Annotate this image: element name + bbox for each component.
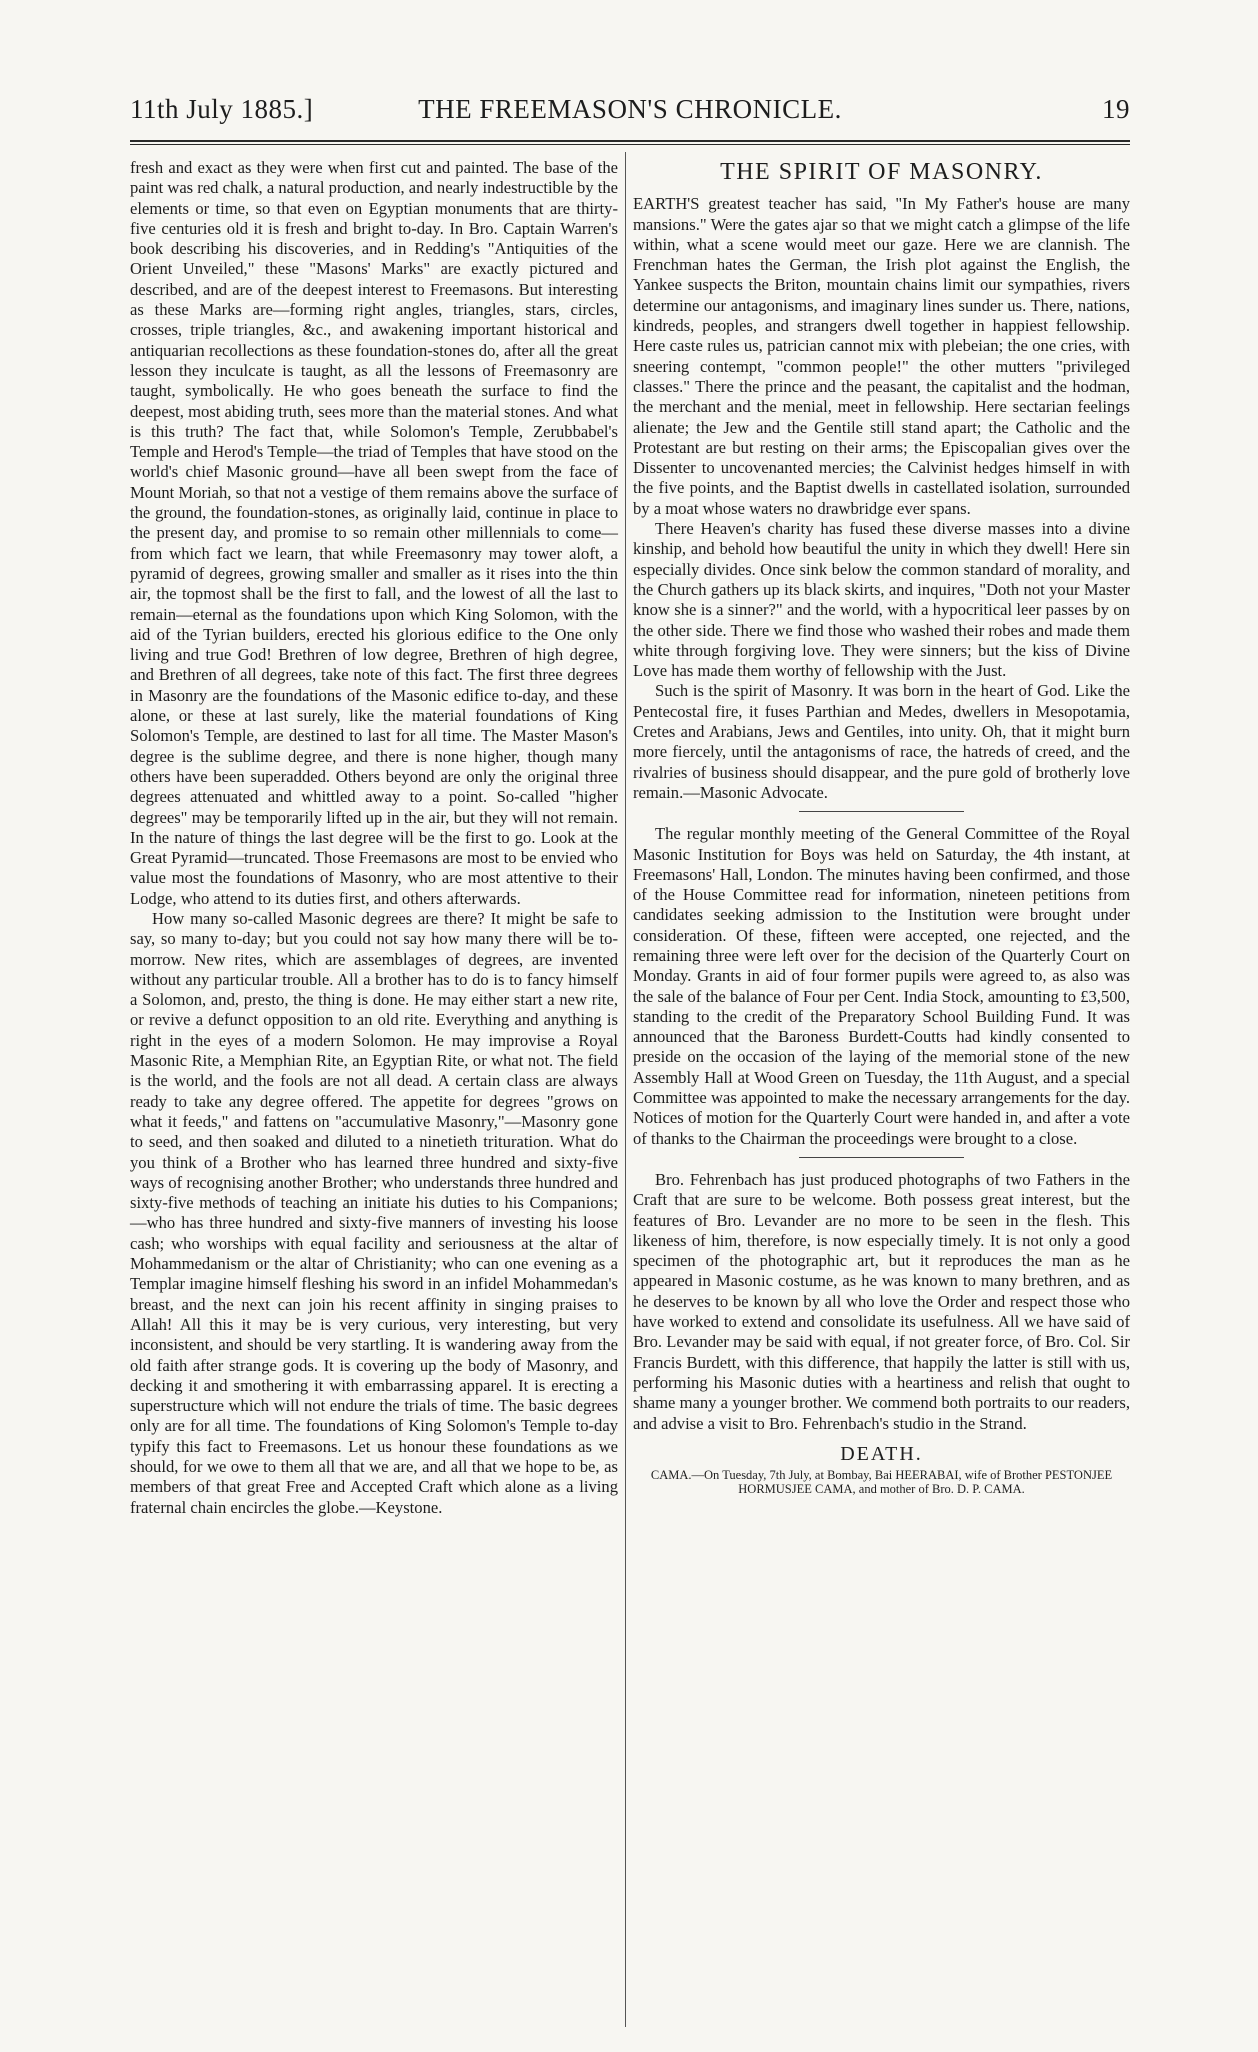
photographs-notice: Bro. Fehrenbach has just produced photographs of two Fathers in the Craft that are sure to be welcome. Both possess great interest, but the features of Bro. Levander are no more to be seen in the flesh. This likeness of him, therefore, is now especially timely. It is not only a good specimen of the photographic art, but it reproduces the man as he appeared in Masonic costume, as he was known to many brethren, and as he deserves to be known by all who love the Order and respect those who have worked to extend and consolidate its usefulness. All we have said of Bro. Levander may be said with equal, if not greater force, of Bro. Col. Sir Francis Burdett, with this difference, that happily the latter is still with us, performing his Masonic duties with a heartiness and relish that ought to shame many a younger brother. We commend both portraits to our readers, and advise a visit to Bro. Fehrenbach's studio in the Strand. [633, 1169, 1130, 1433]
right-column [633, 158, 1130, 1496]
left-column [130, 158, 618, 1518]
article-paragraph: EARTH'S greatest teacher has said, "In My Father's house are many mansions." Were the gates ajar so that we might catch a glimpse of the life within, what a scene would meet our gaze. Here we are clannish. The Frenchman hates the German, the Irish plot against the English, the Yankee suspects the Briton, mountain chains limit our sympathies, rivers determine our antagonisms, and imaginary lines sunder us. There, nations, kindreds, peoples, and strangers dwell together in happiest fellowship. Here caste rules us, patrician cannot mix with plebeian; the one cries, with sneering contempt, "common people!" the other mutters "privileged classes." There the prince and the peasant, the capitalist and the hodman, the merchant and the menial, meet in fellowship. Here sectarian feelings alienate; the Jew and the Gentile still stand apart; the Catholic and the Protestant are but resting on their arms; the Episcopalian gives over the Dissenter to uncovenanted mercies; the Calvinist hedges himself in with the five points, and the Baptist dwells in castellated isolation, surrounded by a moat whose waters no drawbridge ever spans. [633, 194, 1130, 518]
committee-report: The regular monthly meeting of the General Committee of the Royal Masonic Institution for Boys was held on Saturday, the 4th instant, at Freemasons' Hall, London. The minutes having been confirmed, and those of the House Committee read for information, nineteen petitions from candidates seeking admission to the Institution were brought under consideration. Of these, fifteen were accepted, one rejected, and the remaining three were left over for the decision of the Quarterly Court on Monday. Grants in aid of four former pupils were agreed to, as also was the sale of the balance of Four per Cent. India Stock, amounting to £3,500, standing to the credit of the Preparatory School Building Fund. It was announced that the Baroness Burdett-Coutts had kindly consented to preside on the occasion of the laying of the memorial stone of the new Assembly Hall at Wood Green on Tuesday, the 11th August, and a special Committee was appointed to make the necessary arrangements for the day. Notices of motion for the Quarterly Court were handed in, and after a vote of thanks to the Chairman the proceedings were brought to a close. [633, 824, 1130, 1148]
column-divider [625, 152, 626, 2027]
section-divider [799, 1157, 964, 1158]
masthead [130, 94, 1130, 130]
article-paragraph: How many so-called Masonic degrees are there? It might be safe to say, so many to-day; but you could not say how many there will be to-morrow. New rites, which are assemblages of degrees, are invented without any particular trouble. All a brother has to do is to fancy himself a Solomon, and, presto, the thing is done. He may either start a new rite, or revive a defunct opposition to an old rite. Everything and anything is right in the eyes of a modern Solomon. He may improvise a Royal Masonic Rite, a Memphian Rite, an Egyptian Rite, or what not. The field is the world, and the fools are not all dead. A certain class are always ready to take any degree offered. The appetite for degrees "grows on what it feeds," and fattens on "accumulative Masonry,"—Masonry gone to seed, and then soaked and diluted to a ninetieth trituration. What do you think of a Brother who has learned three hundred and sixty-five ways of recognising another Brother; who understands three hundred and sixty-five methods of teaching an initiate his duties to his Companions;—who has three hundred and sixty-five manners of investing his loose cash; who worships with equal facility and seriousness at the altar of Mohammedanism or the altar of Christianity; who can one evening as a Templar imagine himself fleshing his sword in an infidel Mohammedan's breast, and the next can join his recent affinity in singing praises to Allah! All this it may be is very curious, very interesting, but very inconsistent, and should be very startling. It is wandering away from the old faith after strange gods. It is covering up the body of Masonry, and decking it and smothering it with embarrassing apparel. It is erecting a superstructure which will not endure the trials of time. The basic degrees only are for all time. The foundations of King Solomon's Temple to-day typify this fact to Freemasons. Let us honour these foundations as we should, for we owe to them all that we are, and all that we hope to be, as members of that great Free and Accepted Craft which alone as a living fraternal chain encircles the globe.—Keystone. [130, 908, 618, 1517]
death-heading: DEATH. [840, 1442, 923, 1465]
publication-title: THE FREEMASON'S CHRONICLE. [418, 94, 842, 124]
masthead-rule [130, 140, 1130, 142]
article-paragraph: fresh and exact as they were when first cut and painted. The base of the paint was red chalk, a natural production, and nearly indestructible by the elements or time, so that even on Egyptian monuments that are thirty-five centuries old it is fresh and bright to-day. In Bro. Captain Warren's book describing his discoveries, and in Redding's "Antiquities of the Orient Unveiled," these "Masons' Marks" are exactly pictured and described, and are of the deepest interest to Freemasons. But interesting as these Marks are—forming right angles, triangles, stars, circles, crosses, triple triangles, &c., and awakening important historical and antiquarian recollections as these foundation-stones do, after all the great lesson they inculcate is taught, as all the lessons of Freemasonry are taught, symbolically. He who goes beneath the surface to find the deepest, most abiding truth, sees more than the material stones. And what is this truth? The fact that, while Solomon's Temple, Zerubbabel's Temple and Herod's Temple—the triad of Temples that have stood on the world's chief Masonic ground—have all been swept from the face of Mount Moriah, so that not a vestige of them remains above the surface of the ground, the foundation-stones, as originally laid, continue in place to the present day, and promise to so remain other millennials to come—from which fact we learn, that while Freemasonry may tower aloft, a pyramid of degrees, growing smaller and smaller as it rises into the thin air, the topmost shall be the first to fall, and the lowest of all the last to remain—eternal as the foundations upon which King Solomon, with the aid of the Tyrian builders, erected his glorious edifice to the One only living and true God! Brethren of low degree, Brethren of high degree, and Brethren of all degrees, take note of this fact. The first three degrees in Masonry are the foundations of the Masonic edifice to-day, and these alone, or these at last surely, like the material foundations of King Solomon's Temple, are destined to last for all time. The Master Mason's degree is the sublime degree, and there is none higher, though many others have been superadded. Others beyond are only the original three degrees attenuated and whittled away to a point. So-called "higher degrees" may be temporarily lifted up in the air, but they will not remain. In the nature of things the last degree will be the first to go. Look at the Great Pyramid—truncated. Those Freemasons are most to be envied who value most the foundations of Masonry, who are most attentive to their Lodge, who attend to its duties first, and others afterwards. [130, 158, 618, 908]
death-notice: CAMA.—On Tuesday, 7th July, at Bombay, Bai HEERABAI, wife of Brother PESTONJEE HORMUSJEE CAMA, and mother of Bro. D. P. CAMA. [650, 1468, 1113, 1497]
article-heading: THE SPIRIT OF MASONRY. [720, 159, 1043, 185]
article-paragraph: Such is the spirit of Masonry. It was born in the heart of God. Like the Pentecostal fire, it fuses Parthian and Medes, dwellers in Mesopotamia, Cretes and Arabians, Jews and Gentiles, into unity. Oh, that it might burn more fiercely, until the antagonisms of race, the hatreds of creed, and the rivalries of business should disappear, and the pure gold of brotherly love remain.—Masonic Advocate. [633, 681, 1130, 802]
issue-date: 11th July 1885.] [130, 94, 314, 124]
article-paragraph: There Heaven's charity has fused these diverse masses into a divine kinship, and behold how beautiful the unity in which they dwell! Here sin especially divides. Once sink below the common standard of morality, and the Church gathers up its black skirts, and inquires, "Doth not your Master know she is a sinner?" and the world, with a hypocritical leer passes by on the other side. There we find those who washed their robes and made them white through forgiving love. They were sinners; but the kiss of Divine Love has made them worthy of fellowship with the Just. [633, 519, 1130, 681]
masthead-rule-thin [130, 144, 1130, 145]
section-divider [799, 811, 964, 812]
page-number: 19 [1102, 94, 1130, 124]
